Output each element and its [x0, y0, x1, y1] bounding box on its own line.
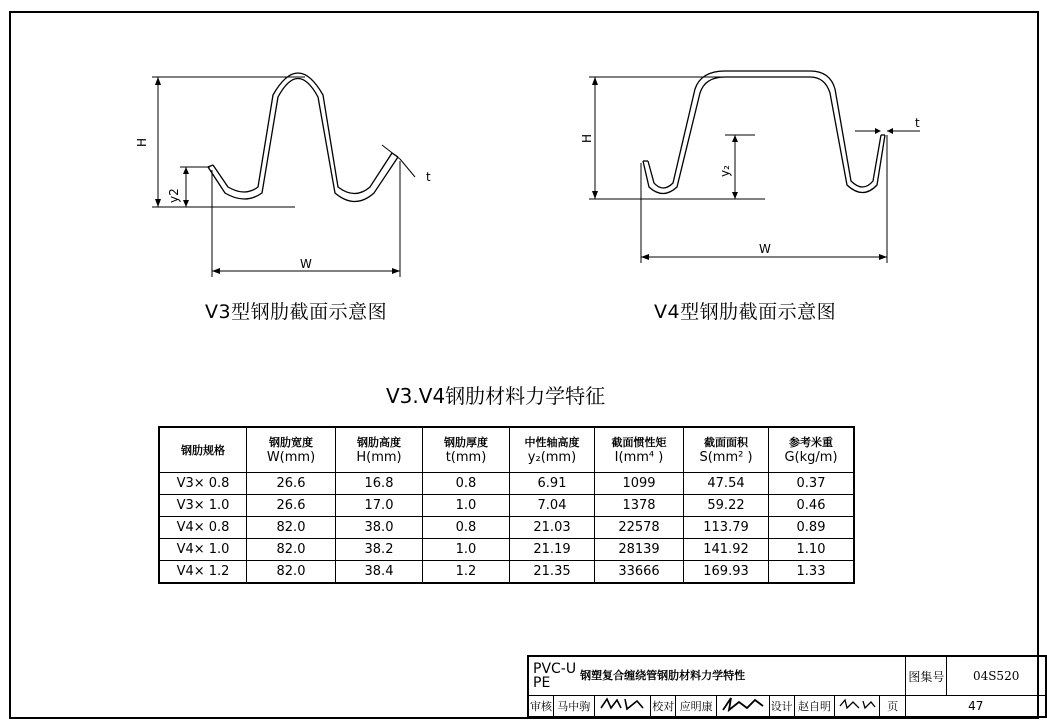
table-cell: 47.54	[684, 473, 769, 495]
table-cell: 0.8	[423, 517, 510, 539]
table-cell: 7.04	[510, 495, 595, 517]
signature-mark	[719, 696, 767, 712]
v4-dim-t: t	[915, 116, 920, 130]
signature-mark	[597, 696, 647, 712]
table-cell: 0.46	[769, 495, 855, 517]
table-cell: 141.92	[684, 539, 769, 561]
table-cell: 1.2	[423, 561, 510, 584]
v4-section-figure	[575, 65, 935, 295]
page-number: 47	[906, 696, 1046, 717]
v4-dim-y2: y₂	[718, 165, 732, 177]
table-cell: 82.0	[247, 517, 336, 539]
table-row	[159, 473, 854, 495]
table-cell: V3× 1.0	[159, 495, 247, 517]
table-cell: 1.0	[423, 495, 510, 517]
page-label: 页	[880, 696, 906, 717]
table-cell: 22578	[595, 517, 684, 539]
review-label: 审核	[528, 696, 553, 717]
table-cell: V3× 0.8	[159, 473, 247, 495]
title-block	[527, 655, 1047, 718]
table-cell: 38.4	[336, 561, 423, 584]
material-prefix: PVC-U PE	[533, 661, 577, 691]
table-cell: 1099	[595, 473, 684, 495]
table-cell: 26.6	[247, 495, 336, 517]
table-cell: 21.19	[510, 539, 595, 561]
table-cell: V4× 0.8	[159, 517, 247, 539]
table-cell: 0.37	[769, 473, 855, 495]
v3-dim-y2: y2	[167, 188, 181, 203]
header-cell: 截面面积 S(mm² )	[684, 427, 769, 473]
table-cell: 33666	[595, 561, 684, 584]
table-cell: 21.03	[510, 517, 595, 539]
header-cell: 钢肋高度 H(mm)	[336, 427, 423, 473]
v4-caption: V4型钢肋截面示意图	[654, 301, 837, 323]
header-cell: 钢肋宽度 W(mm)	[247, 427, 336, 473]
table-cell: 169.93	[684, 561, 769, 584]
drawing-title: PVC-U PE 钢塑复合缠绕管钢肋材料力学特性	[528, 656, 906, 696]
table-cell: 38.2	[336, 539, 423, 561]
v4-dim-H: H	[580, 133, 594, 143]
header-cell: 截面惯性矩 I(mm⁴ )	[595, 427, 684, 473]
table-row	[159, 539, 854, 561]
table-cell: 6.91	[510, 473, 595, 495]
atlas-number: 04S520	[947, 656, 1046, 696]
signature-mark	[837, 696, 877, 712]
table-row	[159, 561, 854, 584]
table-cell: 0.8	[423, 473, 510, 495]
table-cell: V4× 1.2	[159, 561, 247, 584]
table-header-row	[159, 427, 854, 473]
design-label: 设计	[769, 696, 794, 717]
table-cell: 82.0	[247, 561, 336, 584]
table-cell: 21.35	[510, 561, 595, 584]
table-cell: 26.6	[247, 473, 336, 495]
checker-name: 应明康	[676, 696, 717, 717]
table-cell: 28139	[595, 539, 684, 561]
atlas-label: 图集号	[906, 656, 947, 696]
v4-dim-W: W	[759, 242, 771, 256]
v3-caption: V3型钢肋截面示意图	[205, 301, 388, 323]
table-cell: 113.79	[684, 517, 769, 539]
header-cell: 钢肋规格	[159, 427, 247, 473]
table-cell: 1378	[595, 495, 684, 517]
header-cell: 参考米重 G(kg/m)	[769, 427, 855, 473]
header-cell: 钢肋厚度 t(mm)	[423, 427, 510, 473]
designer-signature	[835, 696, 880, 717]
table-cell: 59.22	[684, 495, 769, 517]
table-cell: 17.0	[336, 495, 423, 517]
reviewer-signature	[594, 696, 651, 717]
table-cell: 1.33	[769, 561, 855, 584]
v3-section-figure	[130, 65, 450, 295]
v3-dim-t: t	[426, 170, 431, 184]
checker-signature	[716, 696, 769, 717]
header-cell: 中性轴高度 y₂(mm)	[510, 427, 595, 473]
table-cell: 38.0	[336, 517, 423, 539]
table-cell: 1.10	[769, 539, 855, 561]
check-label: 校对	[651, 696, 676, 717]
table-cell: 82.0	[247, 539, 336, 561]
table-title: V3.V4钢肋材料力学特征	[386, 384, 606, 408]
table-row	[159, 495, 854, 517]
designer-name: 赵自明	[794, 696, 835, 717]
table-cell: 1.0	[423, 539, 510, 561]
properties-table	[158, 426, 855, 584]
table-row	[159, 517, 854, 539]
reviewer-name: 马中驹	[553, 696, 594, 717]
table-cell: V4× 1.0	[159, 539, 247, 561]
v3-dim-H: H	[135, 137, 149, 147]
v3-dim-W: W	[300, 257, 312, 271]
table-cell: 0.89	[769, 517, 855, 539]
table-cell: 16.8	[336, 473, 423, 495]
